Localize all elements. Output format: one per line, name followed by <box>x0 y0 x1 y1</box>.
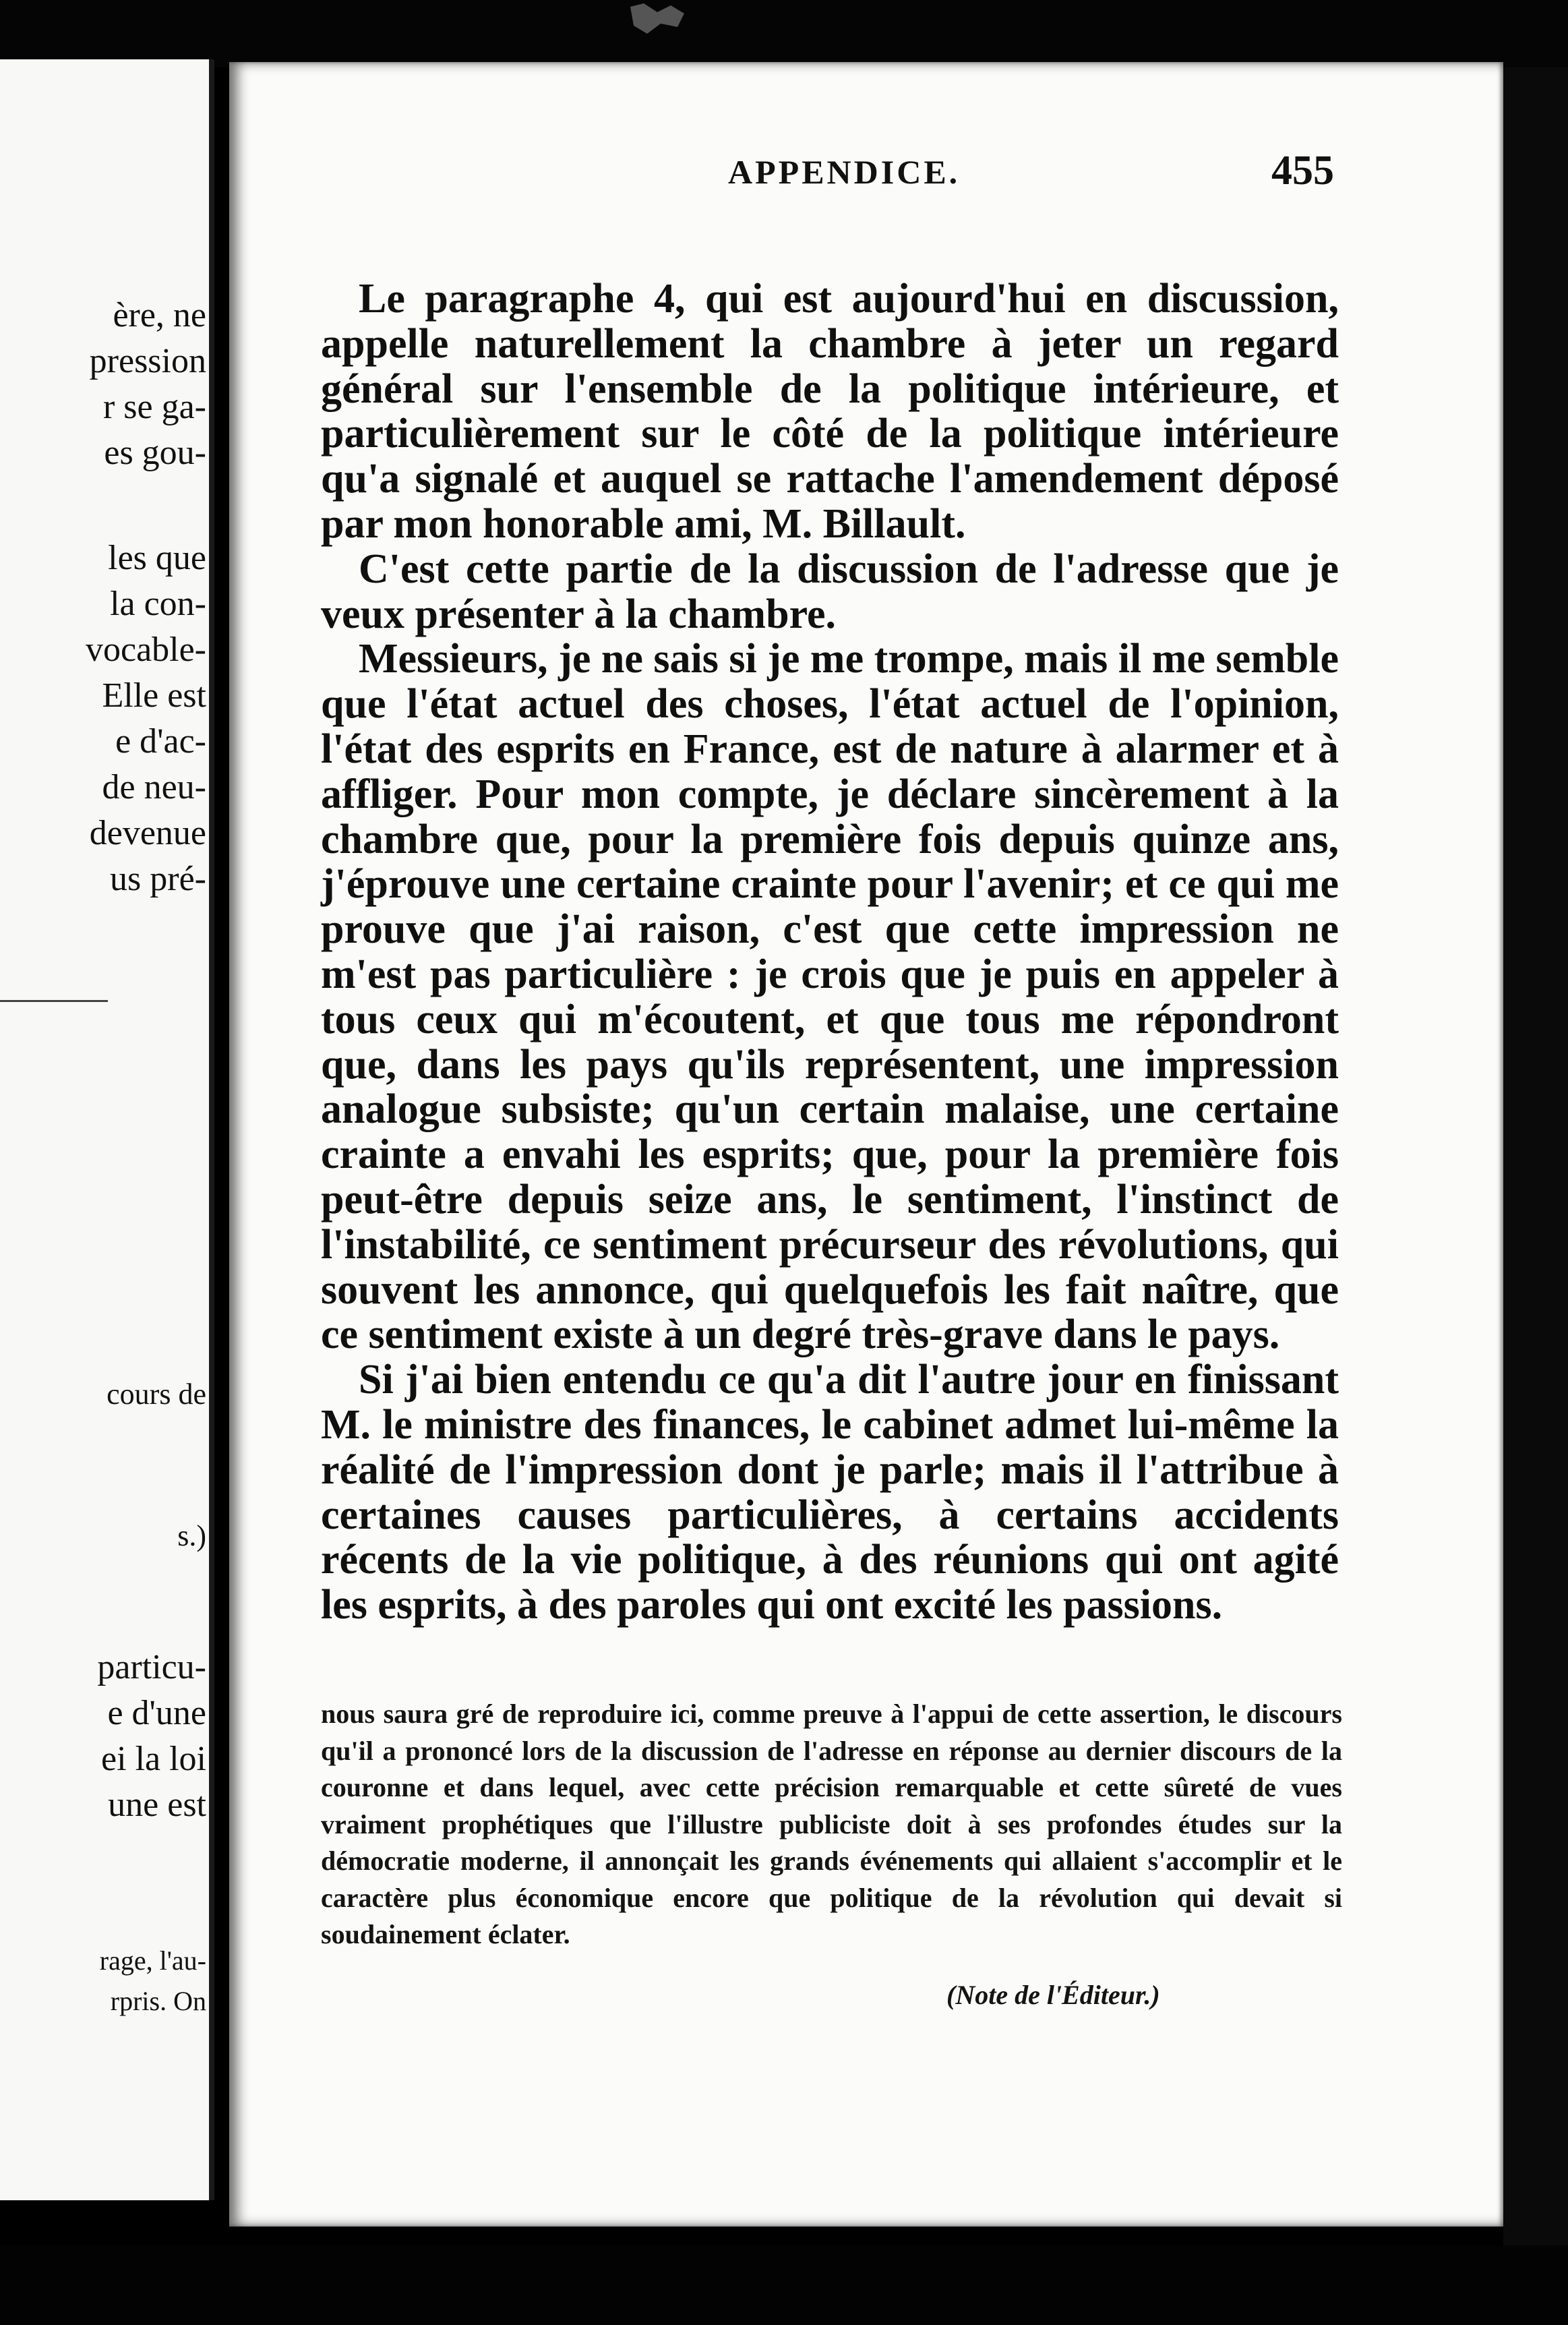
editor-note: (Note de l'Éditeur.) <box>946 1980 1160 2010</box>
left-page-fragment: vocable- <box>85 630 206 669</box>
paragraph: Le paragraphe 4, qui est aujourd'hui en discussion, appelle naturellement la chambre à jeter un regard général sur l'ensemble de la politique intérieure, et particulièrement sur le côté de la politique intérieure qu'a signalé et auquel se rattache l'amendement déposé par mon honorable ami, M. Billault. <box>321 276 1339 547</box>
left-page-fragment: devenue <box>89 814 206 852</box>
body-text <box>321 276 1339 1628</box>
running-title: APPENDICE. <box>728 153 961 191</box>
left-page-fragment: la con- <box>110 585 206 623</box>
scan-bottom-border <box>0 2245 1568 2325</box>
left-page-fragment: us pré- <box>110 860 206 898</box>
left-page-rule <box>0 1000 108 1002</box>
left-page-fragment: particu- <box>97 1648 206 1686</box>
left-page-fragment: cours de <box>107 1378 206 1411</box>
scan-top-border <box>0 0 1568 67</box>
left-page-fragment: e d'ac- <box>115 722 206 761</box>
page-number: 455 <box>1271 148 1334 194</box>
left-page-fragment: es gou- <box>104 434 206 472</box>
left-page-fragment: Elle est <box>102 676 206 715</box>
left-page-fragment: de neu- <box>102 768 206 806</box>
footnote-text: nous saura gré de reproduire ici, comme preuve à l'appui de cette assertion, le discours qu'il a prononcé lors de la discussion de l'adresse en réponse au dernier discours de la couronne et dans lequel, avec cette précision remarquable et cette sûreté de vues vraiment prophétiques que l'illustre publiciste doit à ses profondes études sur la démocratie moderne, il annonçait les grands événements qui allaient s'accomplir et le caractère plus économique encore que politique de la révolution qui devait si soudainement éclater. <box>321 1699 1342 1949</box>
left-page-fragment: rpris. On <box>110 1986 206 2016</box>
footnote <box>321 1696 1342 1953</box>
paragraph: Si j'ai bien entendu ce qu'a dit l'autre jour en finissant M. le ministre des finances, le cabinet admet lui-même la réalité de l'impression dont je parle; mais il l'attribue à certaines causes particulières, à certains accidents récents de la vie politique, à des réunions qui ont agité les esprits, à des paroles qui ont excité les passions. <box>321 1357 1339 1628</box>
scan-right-border <box>1503 67 1568 2252</box>
left-page-fragment: s.) <box>177 1519 206 1552</box>
scan-speck <box>624 0 691 40</box>
paragraph: Messieurs, je ne sais si je me trompe, mais il me semble que l'état actuel des choses, l'état actuel de l'opinion, l'état des esprits en France, est de nature à alarmer et à affliger. Pour mon compte, je déclare sincèrement à la chambre que, pour la première fois depuis quinze ans, j'éprouve une certaine crainte pour l'avenir; et ce qui me prouve que j'ai raison, c'est que cette impression ne m'est pas particulière : je crois que je puis en appeler à tous ceux qui m'écoutent, et que tous me répondront que, dans les pays qu'ils représentent, une impression analogue subsiste; qu'un certain malaise, une certaine crainte a envahi les esprits; que, pour la première fois peut-être depuis seize ans, le sentiment, l'instinct de l'instabilité, ce sentiment précurseur des révolutions, qui souvent les annonce, qui quelquefois les fait naître, que ce sentiment existe à un degré très-grave dans le pays. <box>321 636 1339 1358</box>
facing-page-left <box>0 59 214 2200</box>
left-page-fragment: ei la loi <box>101 1740 206 1778</box>
left-page-fragment: les que <box>108 539 206 577</box>
left-page-fragment: e d'une <box>107 1694 206 1732</box>
paragraph: C'est cette partie de la discussion de l'adresse que je veux présenter à la chambre. <box>321 546 1339 637</box>
left-page-fragment: ère, ne <box>113 296 206 334</box>
left-page-fragment: pression <box>89 342 206 380</box>
left-page-fragment: r se ga- <box>102 388 206 426</box>
page-header <box>0 148 1568 200</box>
left-page-fragment: une est <box>108 1786 206 1824</box>
left-page-fragment: rage, l'au- <box>99 1945 206 1976</box>
